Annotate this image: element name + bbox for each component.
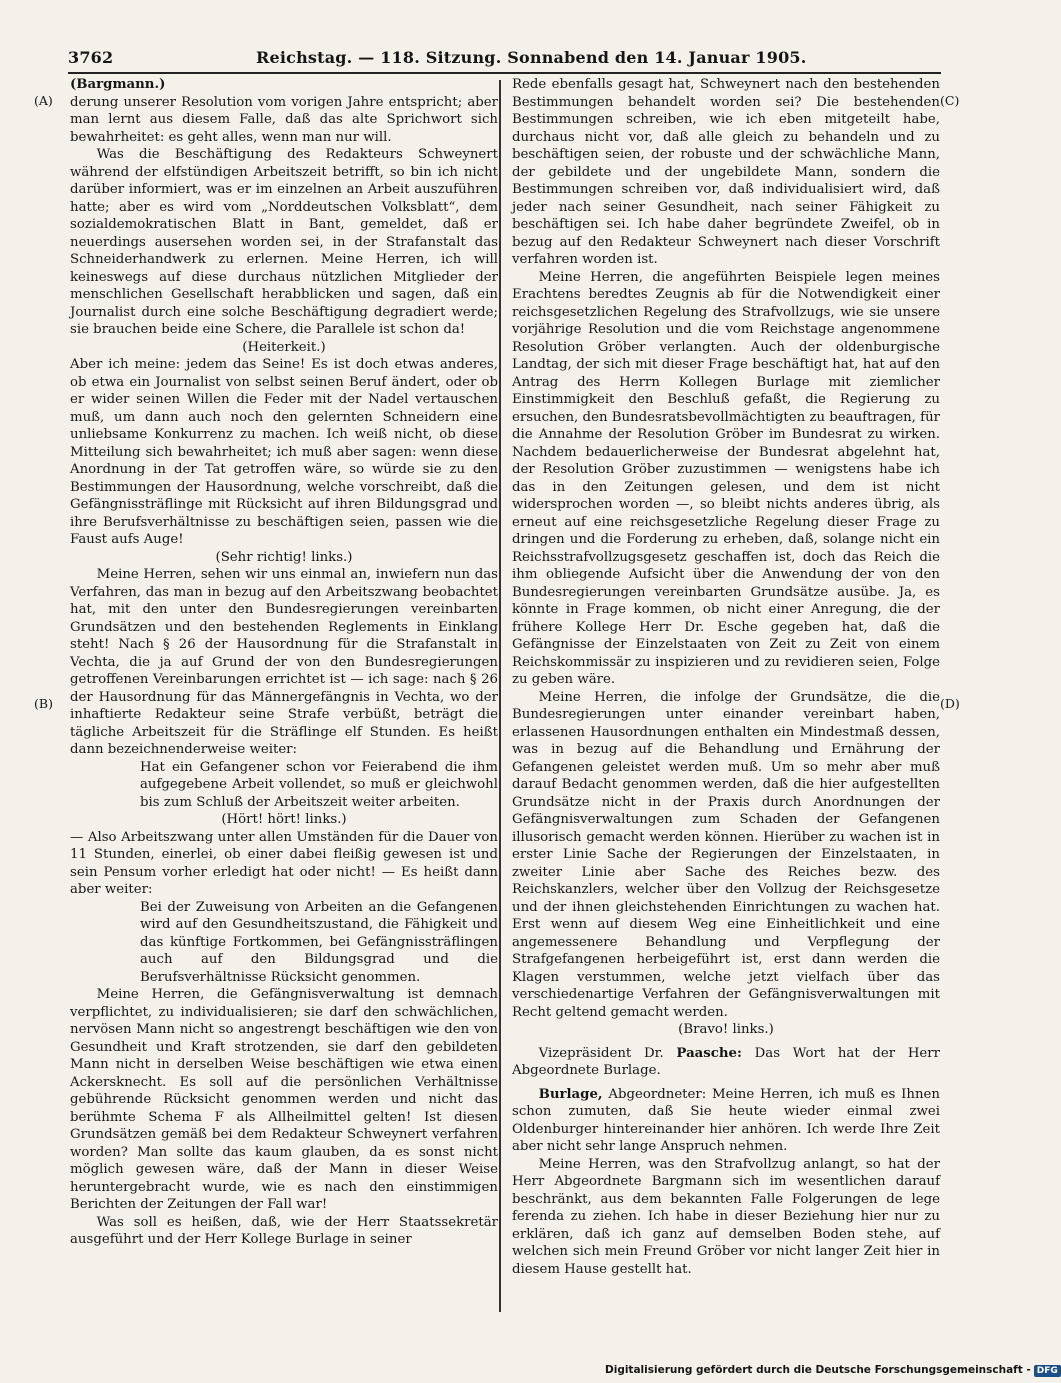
speaker-paragraph — [512, 1086, 940, 1156]
margin-marker-b: (B) — [34, 696, 53, 711]
left-column — [70, 76, 498, 1249]
paragraph: Meine Herren, sehen wir uns einmal an, inwiefern nun das Verfahren, das man in bezug auf den Arbeitszwang beobachtet hat, mit den unter den Bundesregierungen vereinbarten Grundsätzen und den bestehenden Reglements in Einklang steht! Nach § 26 der Hausordnung für die Strafanstalt in Vechta, die ja auf Grund der von den Bundesregierungen getroffenen Vereinbarungen errichtet ist — ich sage: nach § 26 der Hausordnung für das Männergefängnis in Vechta, wo der inhaftierte Redakteur seine Strafe verbüßt, beträgt die tägliche Arbeitszeit für die Sträflinge elf Stunden. Es heißt dann bezeichnenderweise weiter: — [70, 567, 498, 757]
paragraph: Meine Herren, die Gefängnisverwaltung ist demnach verpflichtet, zu individualisieren; sie darf den schwächlichen, nervösen Mann nicht so angestrengt beschäftigen wie den von Gesundheit und Kraft strotzenden, sie darf den gebildeten Mann nicht in derselben Weise beschäftigen wie etwa einen Ackersknecht. Es soll auf die persönlichen Verhältnisse gebührende Rücksicht genommen werden und nicht das berühmte Schema F als Allheilmittel gelten! Ist diesen Grundsätzen gemäß bei dem Redakteur Schweynert verfahren worden? Man sollte das kaum glauben, da es sonst nicht möglich gewesen wäre, daß der Mann in dieser Weise heruntergebracht wurde, wie es nach den einstimmigen Berichten der Zeitungen der Fall war! — [70, 987, 498, 1212]
vice-president-remark — [512, 1045, 940, 1080]
footer-credit — [605, 1364, 1058, 1377]
paragraph: Rede ebenfalls gesagt hat, Schweynert nach den bestehenden Bestimmungen behandelt worden sei? Die bestehenden Bestimmungen schreiben, wie ich eben mitgeteilt habe, durchaus nicht vor, daß alle gleich zu behandeln und zu beschäftigen seien, der robuste und der schwächliche Mann, der gebildete und der ungebildete Mann, sondern die Bestimmungen schreiben vor, daß individualisiert wird, daß jeder nach seiner Gesundheit, nach seiner Fähigkeit zu beschäftigen sei. Ich habe daher begründete Zweifel, ob in bezug auf den Redakteur Schweynert nach dieser Vorschrift verfahren worden ist. — [512, 77, 940, 267]
vp-name: Paasche: — [676, 1045, 742, 1061]
column-divider — [499, 80, 501, 1312]
paragraph: — Also Arbeitszwang unter allen Umständen für die Dauer von 11 Stunden, einerlei, ob einer dabei fleißig gewesen ist und sein Pensum vorher erledigt hat oder nicht! — Es heißt dann aber weiter: — [70, 829, 498, 897]
page-header — [68, 46, 941, 72]
page-number: 3762 — [68, 48, 114, 67]
paragraph: Meine Herren, was den Strafvollzug anlangt, so hat der Herr Abgeordnete Bargmann sich im wesentlichen darauf beschränkt, aus dem bekannten Falle Folgerungen de lege ferenda zu ziehen. Ich habe in dieser Beziehung hier nur zu erklären, daß ich ganz auf demselben Boden stehe, auf welchen sich mein Freund Gröber vor nicht langer Zeit hier in diesem Hause gestellt hat. — [512, 1156, 940, 1277]
paragraph: Meine Herren, die angeführten Beispiele legen meines Erachtens beredtes Zeugnis ab für die Notwendigkeit einer reichsgesetzlichen Regelung des Strafvollzugs, wie sie unsere vorjährige Resolution und die vom Reichstage angenommene Resolution Gröber verlangten. Auch der oldenburgische Landtag, der sich mit dieser Frage beschäftigt hat, hat auf den Antrag des Herrn Kollegen Burlage mit ziemlicher Einstimmigkeit den Beschluß gefaßt, die Regierung zu ersuchen, den Bundesratsbevollmächtigten zu beauftragen, für die Annahme der Resolution Gröber im Bundesrat zu wirken. Nachdem bedauerlicherweise der Bundesrat abgelehnt hat, der Resolution Gröber zuzustimmen — wenigstens habe ich das in den Zeitungen gelesen, und dem ist nicht widersprochen worden —, so bleibt nichts anderes übrig, als erneut auf eine reichsgesetzliche Regelung dieser Frage zu dringen und die Forderung zu erheben, daß, solange nicht ein Reichsstrafvollzugsgesetz geschaffen ist, doch das Reich die ihm obliegende Aufsicht über die Anwendung der von den Bundesregierungen vereinbarten Grundsätze ausübe. Ja, es könnte in Frage kommen, ob nicht einer Anregung, die der frühere Kollege Herr Dr. Esche gegeben hat, daß die Gefängnisse der Einzelstaaten von Zeit zu Zeit von einem Reichskommissär zu inspizieren und zu revidieren seien, Folge zu geben wäre. — [512, 269, 940, 687]
margin-marker-d: (D) — [940, 696, 960, 711]
dfg-logo-icon: DFG — [1034, 1365, 1061, 1377]
vp-title: Vizepräsident Dr. — [538, 1045, 677, 1061]
paragraph: Aber ich meine: jedem das Seine! Es ist doch etwas anderes, ob etwa ein Journalist von selbst seinen Beruf ändert, oder ob er wider seinen Willen die Feder mit der Nadel vertauschen muß, um dann auch noch den gelernten Schneidern eine unliebsame Konkurrenz zu machen. Ich weiß nicht, ob diese Mitteilung sich bewahrheitet; ich muß aber sagen: wenn diese Anordnung in der Tat getroffen wäre, so würde sie zu den Bestimmungen der Hausordnung, welche vorschreibt, daß die Gefängnissträflinge mit Rücksicht auf ihren Bildungsgrad und ihre Berufsverhältnisse zu beschäftigen seien, passen wie die Faust aufs Auge! — [70, 357, 498, 547]
footer-text: Digitalisierung gefördert durch die Deutsche Forschungsgemeinschaft - — [605, 1364, 1031, 1376]
margin-marker-c: (C) — [940, 93, 960, 108]
speaker-name: Burlage, — [538, 1086, 603, 1102]
running-title: Reichstag. — 118. Sitzung. Sonnabend den 14. Januar 1905. — [256, 48, 807, 67]
interjection: (Bravo! links.) — [678, 1022, 774, 1037]
margin-marker-a: (A) — [34, 93, 53, 108]
paragraph: Meine Herren, die infolge der Grundsätze, die die Bundesregierungen unter einander vereinbart haben, erlassenen Hausordnungen enthalten ein Mindestmaß dessen, was in bezug auf die Behandlung und Ernährung der Gefangenen geleistet werden muß. Um so mehr aber muß darauf Bedacht genommen werden, daß die hier aufgestellten Grundsätze nicht in der Praxis durch Anordnungen der Gefängnisverwaltungen zum Schaden der Gefangenen illusorisch gemacht werden können. Hierüber zu wachen ist in erster Linie Sache der Regierungen der Einzelstaaten, in zweiter Linie aber Sache des Reiches bezw. des Reichskanzlers, welcher über den Vollzug der Reichsgesetze und der ihnen gleichstehenden Einrichtungen zu wachen hat. Erst wenn auf diesem Weg eine Einheitlichkeit und eine angemessenere Behandlung und Verpflegung der Strafgefangenen herbeigeführt ist, erst dann werden die Klagen verstummen, welche jetzt vielfach über das verschiedenartige Verfahren der Gefängnisverwaltungen mit Recht geltend gemacht werden. — [512, 689, 940, 1020]
header-rule — [68, 72, 941, 74]
speaker-label: (Bargmann.) — [70, 77, 166, 92]
block-quote: Bei der Zuweisung von Arbeiten an die Gefangenen wird auf den Gesundheitszustand, die Fähigkeit und das künftige Fortkommen, bei Gefängnissträflingen auch auf den Bildungsgrad und die Berufsverhältnisse Rücksicht genommen. — [140, 899, 498, 985]
interjection: (Hört! hört! links.) — [221, 812, 347, 827]
interjection: (Heiterkeit.) — [242, 339, 326, 355]
paragraph: derung unserer Resolution vom vorigen Jahre entspricht; aber man lernt aus diesem Falle, daß das alte Sprichwort sich bewahrheitet: es geht alles, wenn man nur will. — [70, 94, 498, 145]
vp-text: Das Wort hat der Herr Abgeordnete Burlage. — [512, 1045, 940, 1078]
paragraph: Was soll es heißen, daß, wie der Herr Staatssekretär ausgeführt und der Herr Kollege Burlage in seiner — [70, 1214, 498, 1247]
right-column — [512, 76, 940, 1278]
interjection: (Sehr richtig! links.) — [215, 549, 353, 565]
block-quote: Hat ein Gefangener schon vor Feierabend die ihm aufgegebene Arbeit vollendet, so muß er gleichwohl bis zum Schluß der Arbeitszeit weiter arbeiten. — [140, 759, 498, 810]
speaker-text: Abgeordneter: Meine Herren, ich muß es Ihnen schon zumuten, daß Sie heute wieder einmal zwei Oldenburger hintereinander hier anhören. Ich werde Ihre Zeit aber nicht sehr lange Anspruch nehmen. — [512, 1086, 940, 1154]
paragraph: Was die Beschäftigung des Redakteurs Schweynert während der elfstündigen Arbeitszeit betrifft, so bin ich nicht darüber informiert, was er im einzelnen an Arbeit auszuführen hatte; aber es wird vom „Norddeutschen Volksblatt“, dem sozialdemokratischen Blatt in Bant, gemeldet, daß er neuerdings ausersehen worden sei, in der Strafanstalt das Schneiderhandwerk zu erlernen. Meine Herren, ich will keineswegs auf diese durchaus nützlichen Mitglieder der menschlichen Gesellschaft herabblicken und sagen, daß ein Journalist durch eine solche Beschäftigung degradiert werde; sie brauchen beide eine Schere, die Parallele ist schon da! — [70, 147, 498, 337]
